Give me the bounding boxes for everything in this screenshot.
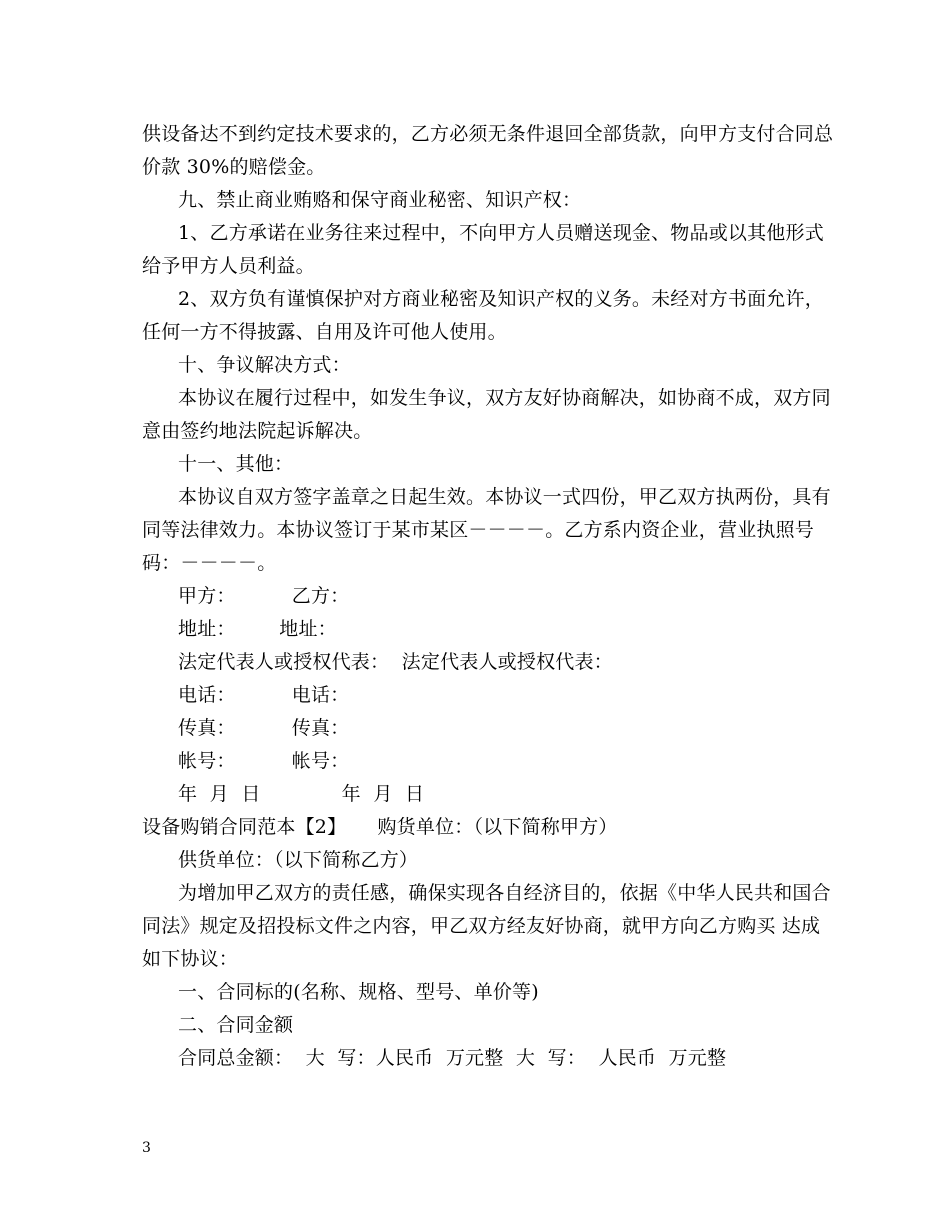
text-line: 意由签约地法院起诉解决。 (142, 420, 373, 442)
section-heading: 一、合同标的(名称、规格、型号、单价等) (178, 981, 539, 1003)
text-line: 码：－－－－。 (142, 552, 277, 574)
text-line: 合同总金额： 大 写：人民币 万元整 大 写： 人民币 万元整 (178, 1047, 727, 1069)
text-line: 为增加甲乙双方的责任感，确保实现各自经济目的，依据《中华人民共和国合 (178, 882, 831, 904)
page-number: 3 (142, 1140, 151, 1156)
signature-line: 法定代表人或授权代表： 法定代表人或授权代表： (178, 651, 613, 673)
section-heading: 十、争议解决方式： (178, 354, 351, 376)
text-line: 同等法律效力。本协议签订于某市某区－－－－。乙方系内资企业，营业执照号 (142, 519, 815, 541)
text-line: 价款 30%的赔偿金。 (142, 156, 326, 178)
text-line: 给予甲方人员利益。 (142, 255, 315, 277)
text-line: 供货单位：（以下简称乙方） (178, 849, 419, 871)
text-line: 同法》规定及招投标文件之内容，甲乙双方经友好协商，就甲方向乙方购买 达成 (142, 915, 821, 937)
signature-line: 电话： 电话： (178, 684, 350, 706)
text-line: 供设备达不到约定技术要求的，乙方必须无条件退回全部货款，向甲方支付合同总 (142, 123, 834, 145)
text-line: 本协议在履行过程中，如发生争议，双方友好协商解决，如协商不成，双方同 (178, 387, 831, 409)
contract-title: 设备购销合同范本【2】 购货单位：（以下简称甲方） (142, 816, 618, 838)
text-line: 2、双方负有谨慎保护对方商业秘密及知识产权的义务。未经对方书面允许， (178, 288, 824, 310)
section-heading: 十一、其他： (178, 453, 294, 475)
signature-line: 地址： 地址： (178, 618, 337, 640)
signature-line: 帐号： 帐号： (178, 750, 350, 772)
section-heading: 九、禁止商业贿赂和保守商业秘密、知识产权： (178, 189, 582, 211)
date-line: 年 月 日 年 月 日 (178, 783, 425, 805)
text-line: 如下协议： (142, 948, 239, 970)
signature-line: 传真： 传真： (178, 717, 350, 739)
section-heading: 二、合同金额 (178, 1014, 294, 1036)
text-line: 本协议自双方签字盖章之日起生效。本协议一式四份，甲乙双方执两份，具有 (178, 486, 831, 508)
signature-line: 甲方： 乙方： (178, 585, 350, 607)
text-line: 任何一方不得披露、自用及许可他人使用。 (142, 321, 507, 343)
text-line: 1、乙方承诺在业务往来过程中，不向甲方人员赠送现金、物品或以其他形式 (178, 222, 824, 244)
